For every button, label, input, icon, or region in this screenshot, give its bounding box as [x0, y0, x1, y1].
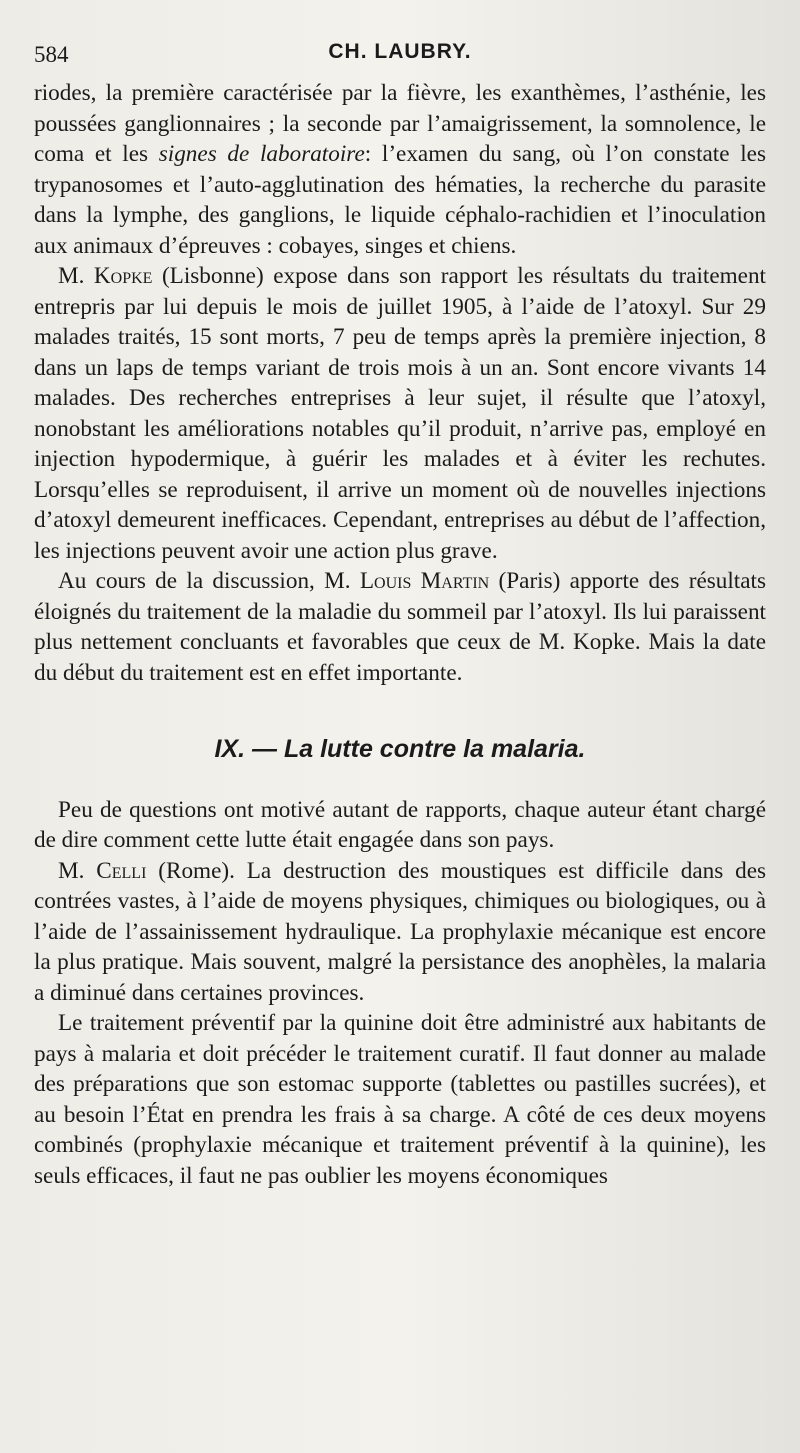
page-number: 584	[34, 42, 69, 67]
paragraph-2	[34, 261, 766, 566]
paragraph-1-text: riodes, la première caractérisée par la fièvre, les exanthèmes, l’asthénie, les poussées ganglionnaires ; la seconde par l’amaigrissement, la somnolence, le coma et les	[34, 80, 766, 167]
paragraph-4-text: Peu de questions ont motivé autant de rapports, chaque auteur étant chargé de dire comment cette lutte était engagée dans son pays.	[34, 796, 766, 853]
paragraph-1-end: : l’examen du sang, où l’on constate les trypanosomes et l’auto-agglutination des hématies, la recherche du parasite dans la lymphe, des ganglions, le liquide céphalo-rachidien et l’inoculation aux animaux d’épreuves : cobayes, singes et chiens.	[34, 141, 766, 259]
italic-phrase: signes de laboratoire	[158, 141, 365, 167]
paragraph-1	[34, 78, 766, 261]
running-head: CH. LAUBRY.	[328, 40, 472, 63]
paragraph-3-start: Au cours de la discussion, M.	[58, 568, 360, 594]
page-header	[34, 36, 766, 78]
author-name-kopke: M. Kopke	[58, 263, 153, 289]
paragraph-2-text: (Lisbonne) expose dans son rapport les résultats du traitement entrepris par lui depuis le mois de juillet 1905, à l’aide de l’atoxyl. Sur 29 malades traités, 15 sont morts, 7 peu de temps après la première injection, 8 dans un laps de temps variant de trois mois à un an. Sont encore vivants 14 malades. Des recherches entreprises à leur sujet, il résulte que l’atoxyl, nonobstant les améliorations notables qu’il produit, n’arrive pas, employé en injection hypodermique, à guérir les malades et à éviter les rechutes. Lorsqu’elles se reproduisent, il arrive un moment où de nouvelles injections d’atoxyl demeurent inefficaces. Cependant, entreprises au début de l’affection, les injections peuvent avoir une action plus grave.	[34, 263, 766, 564]
author-name-celli: M. Celli	[58, 857, 147, 884]
author-name-martin: Louis Martin	[359, 568, 490, 594]
paragraph-5-text: (Rome). La destruction des moustiques est difficile dans des contrées vastes, à l’aide de moyens physiques, chimiques ou biologiques, ou à l’aide de l’assainissement hydraulique. La prophylaxie mécanique est encore la plus pratique. Mais souvent, malgré la persistance des anophèles, la malaria a diminué dans certaines provinces.	[34, 857, 767, 1006]
paragraph-6	[34, 1008, 766, 1191]
section-heading: IX. — La lutte contre la malaria.	[214, 735, 586, 763]
body-text	[34, 78, 766, 1191]
paragraph-3	[34, 566, 766, 688]
paragraph-3-text: (Paris) apporte des résultats éloignés du traitement de la maladie du sommeil par l’atoxyl. Ils lui paraissent plus nettement concluants et favorables que ceux de M. Kopke. Mais la date du début du traitement est en effet importante.	[34, 568, 766, 686]
paragraph-5	[34, 856, 766, 1009]
paragraph-4	[34, 795, 766, 856]
paragraph-6-text: Le traitement préventif par la quinine doit être administré aux habitants de pays à malaria et doit précéder le traitement curatif. Il faut donner au malade des préparations que son estomac supporte (tablettes ou pastilles sucrées), et au besoin l’État en prendra les frais à sa charge. A côté de ces deux moyens combinés (prophylaxie mécanique et traitement préventif à la quinine), les seuls efficaces, il faut ne pas oublier les moyens économiques	[34, 1010, 766, 1189]
